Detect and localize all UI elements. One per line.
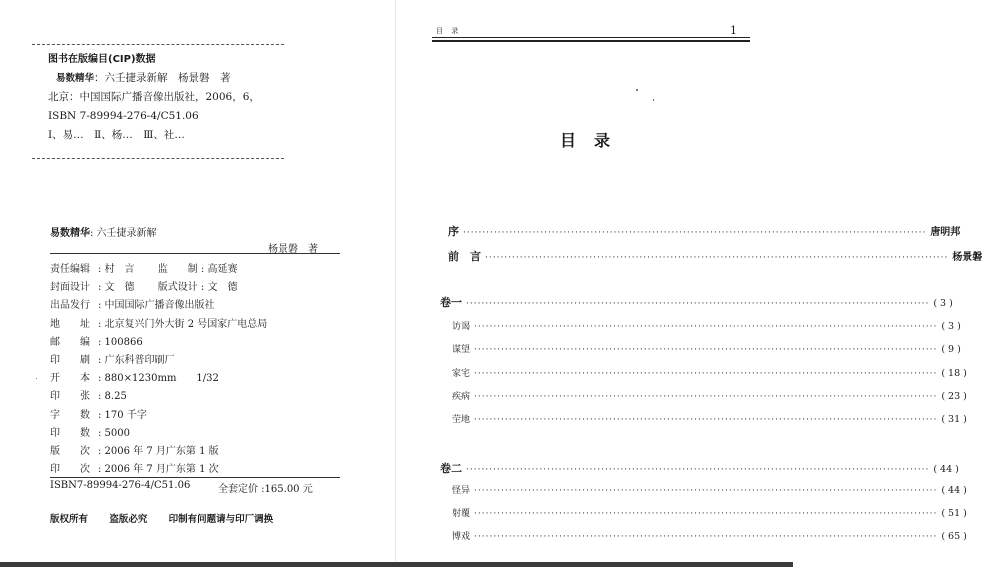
colophon-row: [50, 443, 267, 461]
toc-entry-title: 疾病: [452, 392, 471, 402]
toc-entry-title: 射覆: [452, 509, 471, 519]
colophon-row-label: 印 次: [50, 464, 90, 476]
colophon-row-value: : 文 德 版式设计 : 文 德: [98, 282, 238, 294]
colophon-row-value: : 中国国际广播音像出版社: [98, 300, 215, 312]
toc-entry: [440, 460, 959, 476]
toc-leader-dots: ························································································································: [485, 253, 949, 263]
toc-leader-dots: ························································································································: [474, 486, 938, 496]
toc-entry: [452, 506, 967, 519]
colophon-row-value: : 广东科普印刷厂: [98, 355, 175, 367]
colophon-row: [50, 261, 267, 279]
toc-entry: [452, 389, 967, 402]
toc-entry-title: 卷一: [440, 296, 462, 309]
toc-leader-dots: ························································································································: [474, 345, 938, 355]
toc-entry-title: 茔地: [452, 415, 471, 425]
toc-entry-page: ( 65 ): [941, 531, 967, 542]
colophon-row-value: : 北京复兴门外大街 2 号国家广电总局: [98, 318, 268, 330]
toc-entry: [452, 529, 967, 542]
toc-entry-page: ( 3 ): [941, 321, 961, 332]
rights-text: 版权所有: [50, 514, 89, 525]
toc-entry-page: 杨景磐: [952, 252, 982, 263]
colophon-row: [50, 297, 267, 315]
cip-book-rest: ：六壬捷录新解 杨景磐 著: [94, 72, 231, 84]
left-page: [0, 0, 396, 567]
colophon-row: [50, 334, 267, 352]
colophon-row: [50, 370, 267, 388]
toc-entry: [440, 294, 953, 310]
colophon-row: [50, 425, 267, 443]
toc-entry-title: 博戏: [452, 532, 471, 542]
right-page: [396, 0, 793, 567]
toc-leader-dots: ························································································································: [463, 228, 927, 238]
colophon-row-value: : 2006 年 7 月广东第 1 版: [98, 446, 219, 458]
colophon-row: [50, 316, 267, 334]
cip-publisher-line: 北京：中国国际广播音像出版社，2006，6，: [48, 91, 260, 103]
colophon-row-label: 责任编辑: [50, 264, 90, 275]
toc-entry-page: ( 51 ): [941, 508, 967, 519]
header-rule-thin: [432, 37, 750, 38]
colophon-row-value: : 2006 年 7 月广东第 1 次: [98, 464, 219, 476]
colophon-row: [50, 279, 267, 297]
colophon-row-label: 印 数: [50, 427, 90, 439]
toc-entry-page: ( 31 ): [941, 414, 967, 425]
toc-entry: [452, 342, 961, 355]
toc-entry-title: 怪异: [452, 486, 471, 496]
toc-entry-title: 谋望: [452, 345, 471, 355]
print-speck: [653, 99, 654, 101]
toc-entry-title: 序: [448, 225, 459, 238]
colophon-isbn-line: [50, 480, 340, 495]
toc-leader-dots: ························································································································: [474, 322, 938, 332]
colophon-row-label: 版 次: [50, 446, 90, 458]
running-head: 目 录: [436, 27, 462, 35]
scan-bottom-edge: [0, 562, 793, 567]
colophon-row-value: : 880×1230mm 1/32: [98, 373, 219, 385]
colophon-row-value: : 8.25: [98, 391, 127, 403]
colophon-row-value: : 100866: [98, 336, 143, 348]
colophon-row-label: 开 本: [50, 373, 90, 385]
colophon-isbn: ISBN7-89994-276-4/C51.06: [50, 480, 191, 491]
colophon-row: [50, 352, 267, 370]
toc-entry: [452, 366, 967, 379]
colophon-author: 杨景磐 著: [268, 244, 318, 255]
colophon-row-label: 印 刷: [50, 355, 90, 367]
page-number: 1: [730, 24, 737, 37]
colophon-row-label: 地 址: [50, 318, 90, 330]
colophon-credits: [50, 261, 267, 479]
header-rule-thick: [432, 40, 750, 42]
cip-classification: Ⅰ、易… Ⅱ、杨… Ⅲ、社…: [48, 129, 185, 141]
toc-leader-dots: ························································································································: [474, 415, 938, 425]
colophon-row-label: 出品发行: [50, 300, 90, 312]
toc-entry-page: 唐明邦: [930, 227, 961, 238]
cip-isbn: ISBN 7-89994-276-4/C51.06: [48, 110, 199, 122]
toc-entry: [452, 319, 961, 332]
colophon-row-value: : 170 千字: [98, 409, 147, 421]
toc-leader-dots: ························································································································: [474, 369, 938, 379]
rights-notice: [50, 511, 291, 525]
colophon-row-label: 邮 编: [50, 336, 90, 348]
toc-entry-page: ( 23 ): [941, 391, 967, 402]
colophon-row-label: 封面设计: [50, 282, 90, 294]
toc-leader-dots: ························································································································: [474, 509, 938, 519]
print-speck: [636, 89, 638, 91]
cip-book-title: 易数精华: [56, 73, 95, 84]
colophon-title: [50, 224, 157, 239]
colophon-row: [50, 388, 267, 406]
cip-block: [48, 50, 260, 145]
colophon-row-label: 印 张: [50, 391, 90, 403]
toc-leader-dots: ························································································································: [466, 299, 930, 309]
toc-leader-dots: ························································································································: [474, 532, 938, 542]
cip-title: 图书在版编目(CIP)数据: [48, 54, 156, 65]
toc-entry-page: ( 18 ): [941, 368, 967, 379]
toc-entry: [452, 412, 967, 425]
toc-entry-page: ( 3 ): [933, 298, 953, 309]
colophon-row-label: 字 数: [50, 409, 90, 421]
toc-entry-title: 前 言: [448, 250, 481, 263]
colophon-price: 全套定价 :165.00 元: [218, 484, 313, 495]
toc-entry: [448, 248, 982, 264]
toc-entry: [448, 223, 961, 239]
toc-entry-title: 家宅: [452, 369, 471, 379]
cip-top-divider: [32, 44, 284, 45]
rights-text: 盗版必究: [109, 514, 148, 525]
colophon-title-rest: : 六壬捷录新解: [90, 228, 157, 239]
toc-entry-title: 卷二: [440, 462, 462, 475]
toc-entry-page: ( 44 ): [933, 464, 959, 475]
toc-title: 目录: [560, 131, 629, 150]
toc-entry-page: ( 44 ): [941, 485, 967, 496]
colophon-row-value: : 5000: [98, 427, 130, 439]
toc-leader-dots: ························································································································: [466, 465, 930, 475]
colophon-row-value: : 村 言 监 制 : 高延赛: [98, 264, 238, 275]
colophon-title-bold: 易数精华: [50, 228, 90, 239]
toc-entry-page: ( 9 ): [941, 344, 961, 355]
rights-text: 印制有问题请与印厂调换: [168, 514, 274, 525]
cip-bottom-divider: [32, 158, 284, 159]
cip-book-line: [48, 69, 260, 88]
colophon-top-rule: [50, 253, 340, 254]
colophon-bottom-rule: [50, 477, 340, 478]
toc-entry: [452, 483, 967, 496]
toc-leader-dots: ························································································································: [474, 392, 938, 402]
print-speck: [36, 378, 37, 379]
toc-entry-title: 访谒: [452, 322, 471, 332]
colophon-row: [50, 407, 267, 425]
